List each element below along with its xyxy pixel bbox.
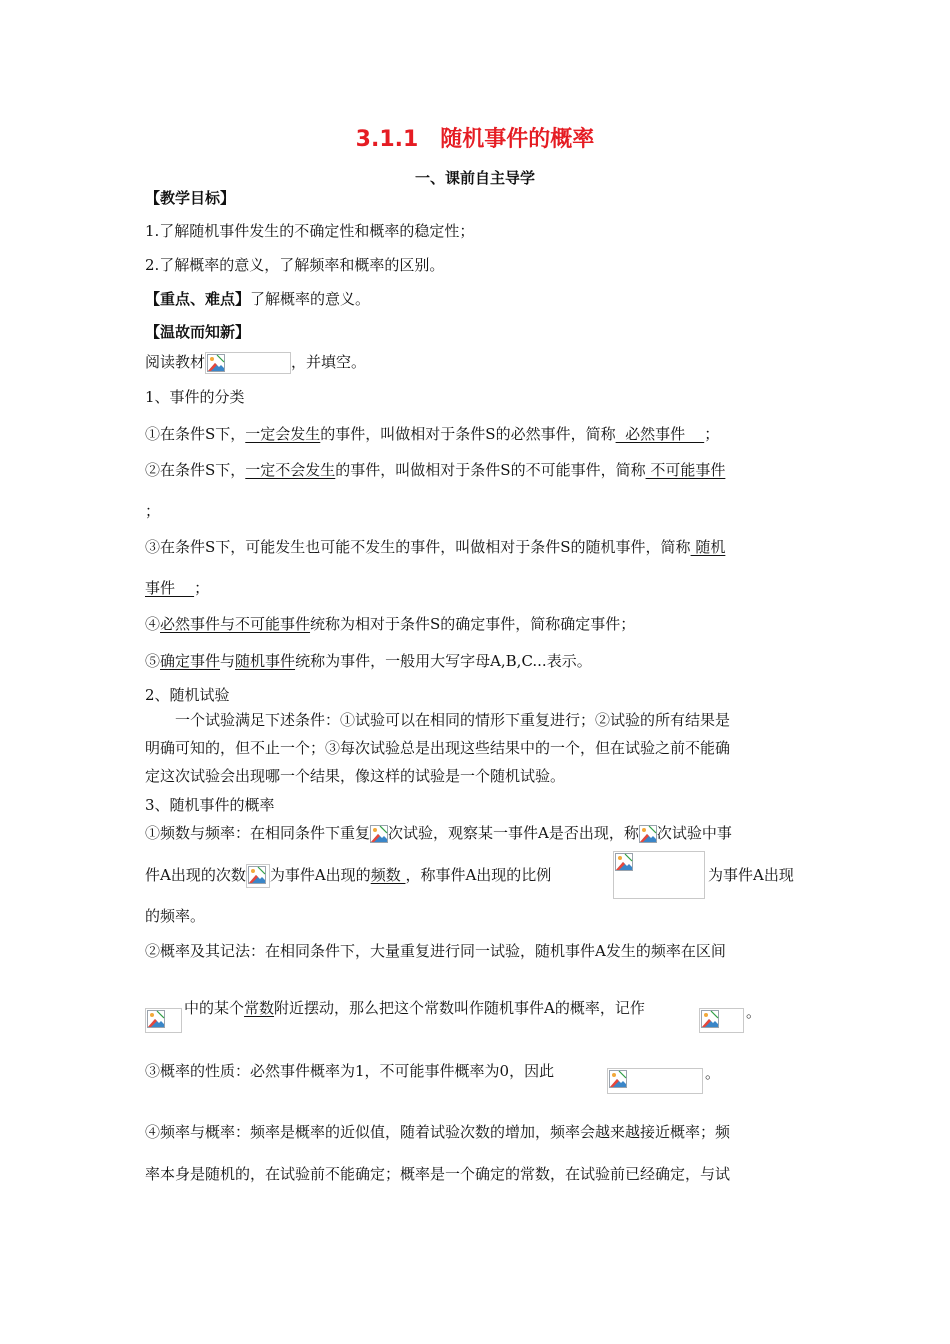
broken-image-icon — [701, 1010, 719, 1028]
formula-image — [246, 864, 270, 888]
broken-image-icon — [609, 1070, 627, 1088]
sec3-prob-line-2: 中的某个常数附近摆动，那么把这个常数叫作随机事件A的概率，记作 — [184, 999, 645, 1017]
review-heading: 【温故而知新】 — [145, 323, 251, 341]
key-points-heading: 【重点、难点】 — [145, 290, 251, 308]
sec2-paragraph-1: 一个试验满足下述条件：①试验可以在相同的情形下重复进行；②试验的所有结果是 — [175, 711, 731, 729]
ratio-formula-image — [613, 851, 705, 899]
document-title: 3.1.1 随机事件的概率 — [355, 127, 595, 152]
image-placeholder — [205, 352, 291, 374]
sec3-property-line: ③概率的性质：必然事件概率为1，不可能事件概率为0，因此 — [145, 1062, 555, 1080]
sec3-freq-line-1: ①频数与频率：在相同条件下重复 次试验，观察某一事件A是否出现，称 次试验中事 — [145, 824, 732, 842]
sec1-line-1: ①在条件S下，一定会发生的事件，叫做相对于条件S的必然事件，简称 必然事件 ； — [145, 425, 720, 443]
objectives-heading: 【教学目标】 — [145, 189, 236, 207]
objective-item-1: 1.了解随机事件发生的不确定性和概率的稳定性； — [145, 222, 475, 240]
property-formula-image — [607, 1068, 703, 1094]
sec3-property-line-end: 。 — [705, 1064, 721, 1082]
sec1-line-4: ④必然事件与不可能事件统称为相对于条件S的确定事件，简称确定事件； — [145, 615, 636, 633]
sec3-prob-line-2-end: 。 — [746, 1003, 762, 1021]
sec1-line-3: ③在条件S下，可能发生也可能不发生的事件，叫做相对于条件S的随机事件，简称 随机 — [145, 538, 726, 556]
sec2-paragraph-3: 定这次试验会出现哪一个结果，像这样的试验是一个随机试验。 — [145, 767, 566, 785]
sec1-line-3-end: 事件 ； — [145, 579, 210, 597]
probability-notation-image — [699, 1008, 744, 1033]
broken-image-icon — [615, 853, 633, 871]
formula-image — [639, 825, 657, 843]
sec2-title: 2、随机试验 — [145, 686, 230, 704]
sec1-line-5: ⑤确定事件与随机事件统称为事件，一般用大写字母A,B,C...表示。 — [145, 652, 592, 670]
sec3-freq-line-3: 的频率。 — [145, 907, 206, 925]
read-instruction: 阅读教材 ，并填空。 — [145, 351, 366, 374]
sec3-title: 3、随机事件的概率 — [145, 796, 275, 814]
sec3-prob-line-1: ②概率及其记法：在相同条件下，大量重复进行同一试验，随机事件A发生的频率在区间 — [145, 942, 726, 960]
section-heading: 一、课前自主导学 — [414, 169, 535, 187]
sec3-freq-line-2: 件A出现的次数 为事件A出现的频数 ，称事件A出现的比例 — [145, 864, 551, 888]
sec3-freq-line-2-end: 为事件A出现 — [708, 866, 794, 884]
sec3-freq-prob-line-1: ④频率与概率：频率是概率的近似值，随着试验次数的增加，频率会越来越接近概率；频 — [145, 1123, 731, 1141]
key-points-text: 了解概率的意义。 — [250, 290, 371, 308]
sec1-line-2: ②在条件S下，一定不会发生的事件，叫做相对于条件S的不可能事件，简称 不可能事件 — [145, 461, 726, 479]
sec2-paragraph-2: 明确可知的，但不止一个；③每次试验总是出现这些结果中的一个，但在试验之前不能确 — [145, 739, 731, 757]
formula-image — [370, 825, 388, 843]
sec1-title: 1、事件的分类 — [145, 388, 245, 406]
broken-image-icon — [248, 866, 266, 884]
objective-item-2: 2.了解概率的意义，了解频率和概率的区别。 — [145, 256, 445, 274]
key-points-line — [145, 288, 370, 310]
sec3-freq-prob-line-2: 率本身是随机的，在试验前不能确定；概率是一个确定的常数，在试验前已经确定，与试 — [145, 1165, 731, 1183]
broken-image-icon — [370, 825, 388, 843]
broken-image-icon — [207, 354, 225, 372]
sec1-line-2-end: ； — [145, 502, 161, 520]
broken-image-icon — [147, 1010, 165, 1028]
broken-image-icon — [639, 825, 657, 843]
interval-formula-image — [145, 1008, 182, 1033]
